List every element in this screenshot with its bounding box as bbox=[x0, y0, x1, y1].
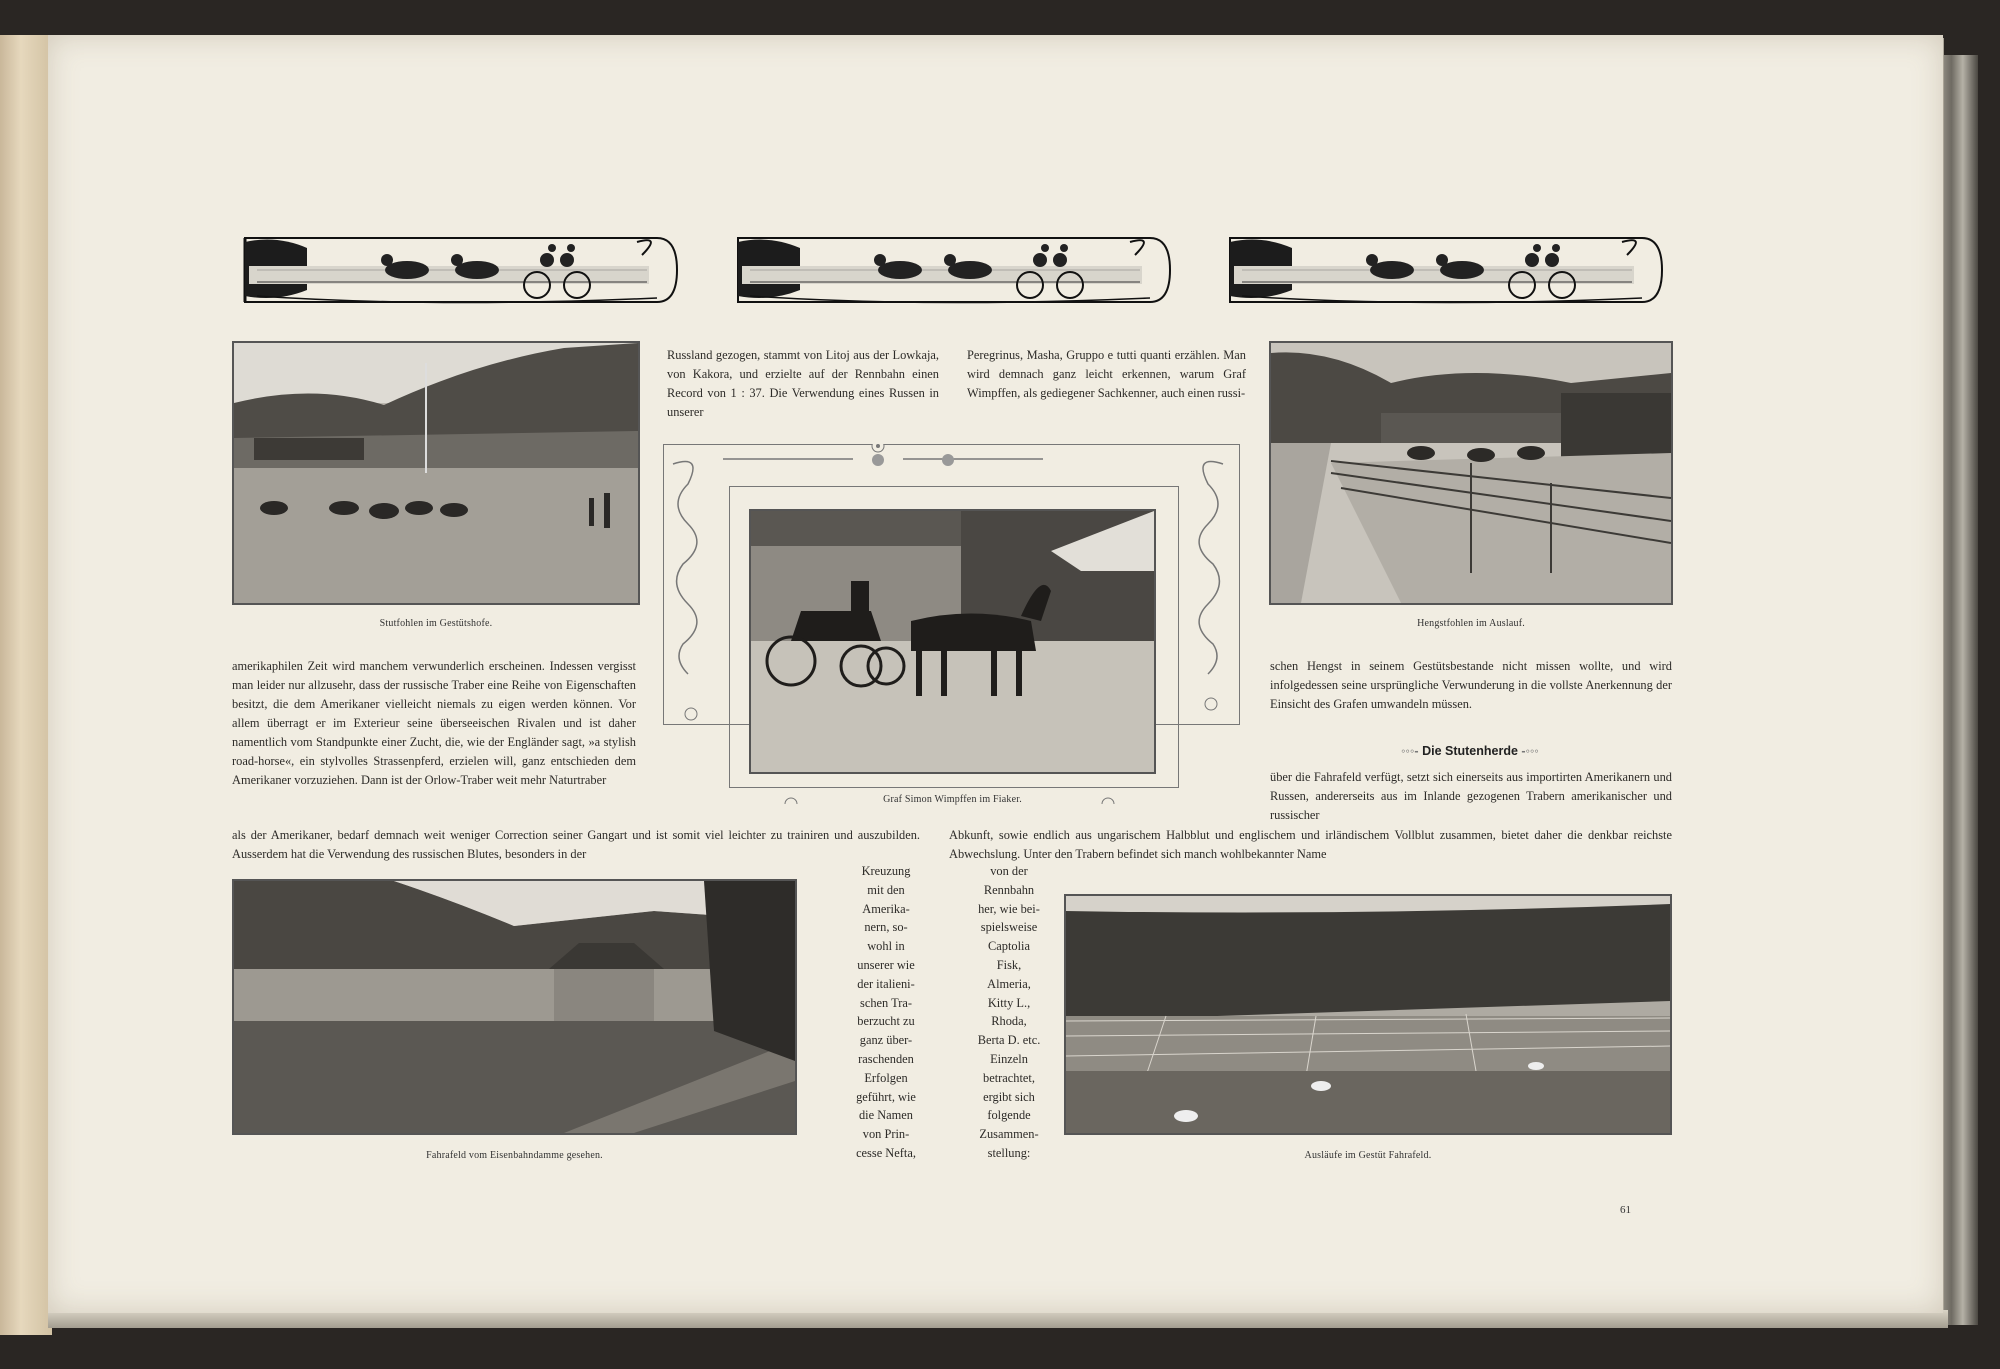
narrow-line: betrachtet, bbox=[983, 1070, 1035, 1085]
narrow-line: Rennbahn bbox=[983, 882, 1035, 897]
photo-stutfohlen bbox=[232, 341, 640, 605]
narrow-line: geführt, wie bbox=[856, 1089, 916, 1104]
narrow-line: Fisk, bbox=[996, 957, 1022, 972]
banner-illustration-1 bbox=[237, 230, 682, 310]
photo-hengstfohlen bbox=[1269, 341, 1673, 605]
narrow-line: von Prin- bbox=[862, 1127, 910, 1142]
page-number: 61 bbox=[1620, 1204, 1631, 1216]
caption-auslaeufe: Ausläufe im Gestüt Fahrafeld. bbox=[1304, 1150, 1432, 1161]
narrow-line: Captolia bbox=[988, 939, 1030, 954]
narrow-line: spielsweise bbox=[980, 920, 1038, 935]
narrow-line: berzucht zu bbox=[857, 1014, 915, 1029]
text-left-wide: als der Amerikaner, bedarf demnach weit weniger Correction seiner Gangart und ist somit viel leichter zu trainiren und auszubilden. Ausserdem hat die Verwendung des russischen Blutes, besonders in der bbox=[232, 828, 920, 861]
heading-ornament-left: ◦◦◦- bbox=[1401, 744, 1419, 758]
caption-fiaker: Graf Simon Wimpffen im Fiaker. bbox=[883, 794, 1022, 805]
caption-fahrafeld: Fahrafeld vom Eisenbahndamme gesehen. bbox=[426, 1150, 603, 1161]
heading-text: Die Stutenherde bbox=[1422, 744, 1518, 758]
photo-fahrafeld-eisenbahndamm bbox=[232, 879, 797, 1135]
narrow-line: schen Tra- bbox=[860, 995, 912, 1010]
caption-hengstfohlen: Hengstfohlen im Auslauf. bbox=[1417, 618, 1525, 629]
text-right-wide: Abkunft, sowie endlich aus ungarischem Halbblut und englischem und irländischem Vollblut zusammen, bietet daher die denkbar reichste Abwechslung. Unter den Trabern befindet sich manch wohlbekannter Name bbox=[949, 828, 1672, 861]
text-narrow-column-right bbox=[959, 862, 1059, 1163]
narrow-line: Kreuzung bbox=[861, 864, 911, 878]
text-left-block: amerikaphilen Zeit wird manchem verwunderlich erscheinen. Indessen vergisst man leider nur allzusehr, dass der russische Traber eine Reihe von Eigenschaften besitzt, die dem Amerikaner vielleicht niemals zu eigen werden können. Vor allem überragt er im Exterieur seine überseeischen Rivalen und ist daher namentlich vom Standpunkte einer Zucht, die, wie der Engländer sagt, »a stylish road-horse«, ein stylvolles Strassenpferd, erzielen will, ganz entschieden dem Amerikaner vorzuziehen. Dann ist der Orlow-Traber weit mehr Naturtraber bbox=[232, 659, 636, 787]
narrow-line: ganz über- bbox=[859, 1033, 913, 1048]
book-edge-right bbox=[1940, 55, 1978, 1325]
narrow-line: Almeria, bbox=[987, 976, 1031, 991]
section-heading-stutenherde bbox=[1380, 744, 1560, 758]
caption-stutfohlen: Stutfohlen im Gestütshofe. bbox=[379, 618, 493, 629]
photo-auslaeufe bbox=[1064, 894, 1672, 1135]
narrow-line: Kitty L., bbox=[987, 995, 1031, 1010]
narrow-line: cesse Nefta, bbox=[856, 1145, 916, 1160]
narrow-line: ergibt sich bbox=[983, 1089, 1035, 1104]
text-narrow-column-left bbox=[836, 862, 936, 1163]
narrow-line: Erfolgen bbox=[864, 1070, 908, 1085]
banner-illustration-3 bbox=[1222, 230, 1667, 310]
narrow-line: stellung: bbox=[987, 1145, 1031, 1160]
narrow-line: mit den bbox=[867, 882, 905, 897]
text-column-mid-right-top: Peregrinus, Masha, Gruppo e tutti quanti erzählen. Man wird demnach ganz leicht erkennen, warum Graf Wimpffen, als gediegener Sachkenner, auch einen russi- bbox=[967, 348, 1246, 400]
narrow-line: Rhoda, bbox=[991, 1014, 1027, 1029]
narrow-line: der italieni- bbox=[857, 976, 915, 991]
text-right-block-1: schen Hengst in seinem Gestütsbestande nicht missen wollte, und wird infolgedessen seine ursprüngliche Verwunderung in die vollste Anerkennung der Einsicht des Grafen umwandeln müssen. bbox=[1270, 659, 1672, 711]
narrow-line: raschenden bbox=[858, 1051, 914, 1066]
narrow-line: wohl in bbox=[867, 939, 905, 954]
text-column-mid-left-top: Russland gezogen, stammt von Litoj aus der Lowkaja, von Kakora, und erzielte auf der Rennbahn einen Record von 1 : 37. Die Verwendung eines Russen in unserer bbox=[667, 348, 939, 419]
heading-ornament-right: -◦◦◦ bbox=[1521, 744, 1539, 758]
narrow-line: her, wie bei- bbox=[978, 901, 1040, 916]
narrow-line: Einzeln bbox=[990, 1051, 1028, 1066]
banner-illustration-2 bbox=[730, 230, 1175, 310]
narrow-line: unserer wie bbox=[857, 957, 915, 972]
narrow-line: die Namen bbox=[858, 1108, 913, 1123]
narrow-line: nern, so- bbox=[864, 920, 908, 935]
narrow-line: Berta D. etc. bbox=[977, 1033, 1041, 1048]
narrow-line: Amerika- bbox=[862, 901, 910, 916]
book-spine-left bbox=[0, 35, 52, 1335]
text-right-block-2: über die Fahrafeld verfügt, setzt sich einerseits aus importirten Amerikanern und Russen, andererseits aus im Inlande gezogenen Trabern amerikanischer und russischer bbox=[1270, 770, 1672, 822]
narrow-line: folgende bbox=[987, 1108, 1031, 1123]
narrow-line: Zusammen- bbox=[979, 1127, 1039, 1142]
narrow-line: von der bbox=[990, 864, 1028, 878]
photo-graf-wimpffen-fiaker bbox=[749, 509, 1156, 774]
